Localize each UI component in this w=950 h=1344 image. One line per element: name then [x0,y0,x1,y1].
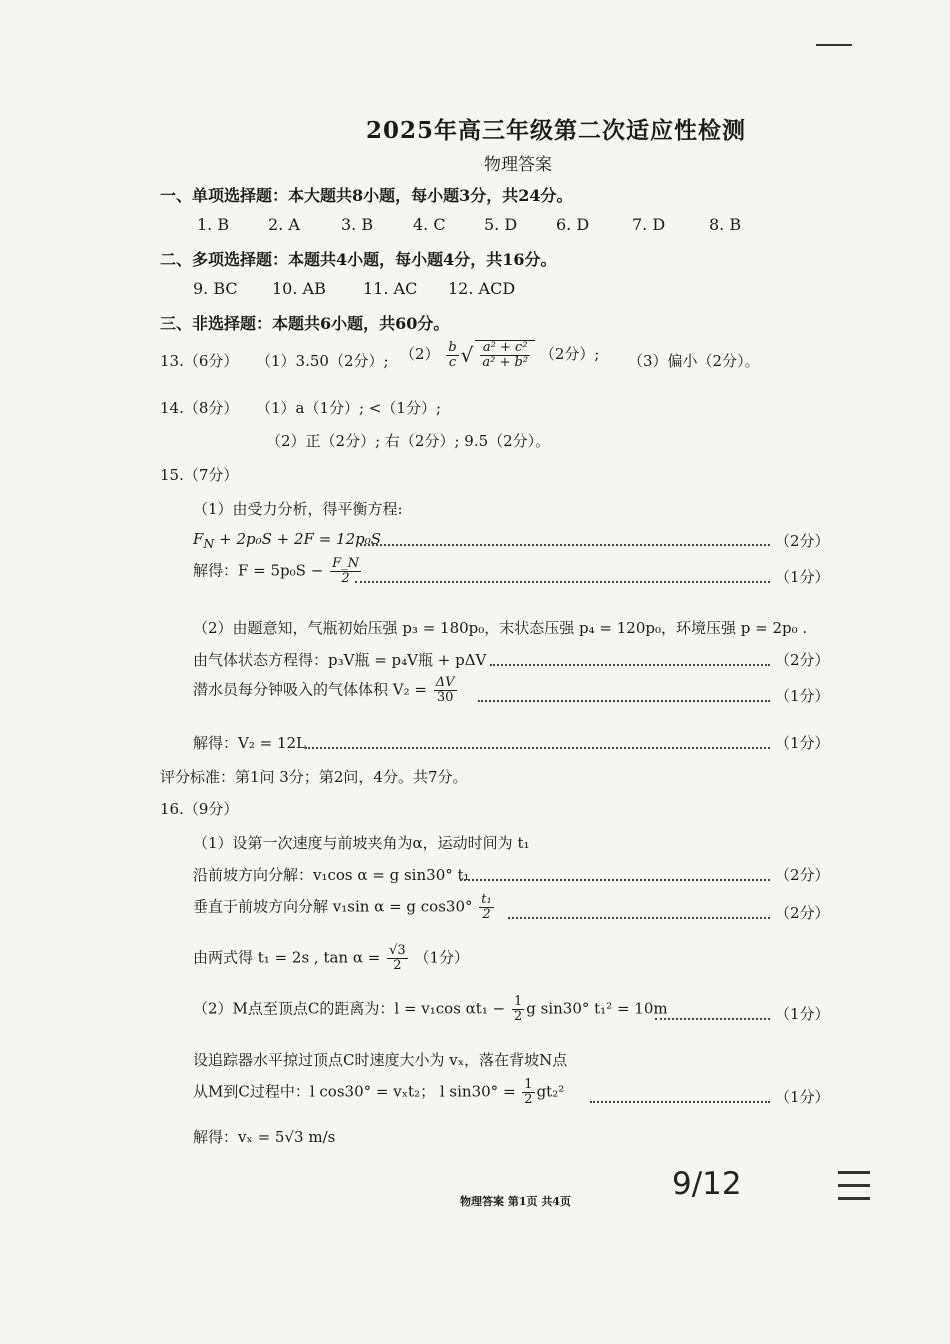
q16-line7-score: （1分） [775,1088,830,1106]
q15-line3 [193,557,363,586]
leader-dots [478,700,770,702]
q15-line6-score: （1分） [775,687,830,705]
q16-label: 16.（9分） [160,800,239,818]
q15-line3-num: F_N [332,556,359,571]
q16-line7-num: 1 [524,1077,533,1092]
q13-part3: （3）偏小（2分）。 [628,352,760,370]
page-footer: 物理答案 第1页 共4页 [460,1195,571,1208]
leader-dots [490,664,770,666]
q16-line7-fraction [522,1078,534,1107]
q16-line3-score: （2分） [775,904,830,922]
q15-line3-prefix: 解得：F = 5p₀S − [193,561,324,580]
q15-line7: 解得：V₂ = 12L [193,734,306,752]
q14-label: 14.（8分） [160,399,239,417]
q13-sqrt [475,340,535,370]
q15-line2-score: （2分） [775,532,830,550]
q16-line7-den: 2 [524,1092,533,1107]
q15-line6-den: 30 [436,690,454,705]
q15-label: 15.（7分） [160,466,239,484]
q15-line3-score: （1分） [775,568,830,586]
q15-line1: （1）由受力分析，得平衡方程: [193,500,403,518]
leader-dots [590,1101,770,1103]
q13-part1: （1）3.50（2分）; [256,352,389,370]
answer-1: 1. B [197,215,230,234]
q15-criteria: 评分标准：第1问 3分；第2问，4分。共7分。 [160,768,468,786]
menu-icon[interactable] [838,1171,870,1201]
q15-line2-f: F [193,530,204,548]
q15-line2-rest: + 2p₀S + 2F = 12p₀S [214,530,382,548]
answer-10: 10. AB [272,279,326,298]
q16-line7-prefix: 从M到C过程中：l cos30° = vₓt₂； l sin30° = [193,1082,516,1101]
page-counter: 9/12 [672,1166,742,1202]
q16-line5-rest: g sin30° t₁² = 10m [526,999,668,1018]
q13-frac-num: b [448,339,457,355]
q16-line3-den: 2 [482,907,491,922]
q16-line7-rest: gt₂² [536,1082,565,1101]
q15-line7-score: （1分） [775,734,830,752]
q15-line4: （2）由题意知，气瓶初始压强 p₃ = 180p₀，末状态压强 p₄ = 120p₀，环境压强 p = 2p₀ . [193,619,808,637]
answer-8: 8. B [709,215,742,234]
q16-line4 [193,944,469,973]
q16-line4-prefix: 由两式得 t₁ = 2s , tan α = [193,948,381,967]
leader-dots [460,879,770,881]
page-title: 2025年高三年级第二次适应性检测 [366,117,747,144]
q16-line2-score: （2分） [775,866,830,884]
q15-line6 [193,676,459,705]
leader-dots [508,917,770,919]
q16-line3 [193,893,496,922]
q16-line5-num: 1 [513,994,523,1009]
q16-line3-fraction [479,893,493,922]
q16-line6: 设追踪器水平掠过顶点C时速度大小为 vₓ，落在背坡N点 [193,1051,568,1069]
section3-heading: 三、非选择题：本题共6小题，共60分。 [160,314,450,333]
q14-line1: （1）a（1分）; <（1分）; [256,399,442,417]
answer-6: 6. D [556,215,590,234]
q14-line2: （2）正（2分）; 右（2分）; 9.5（2分）。 [266,432,551,450]
q16-line4-score: （1分） [414,948,469,967]
sqrt-symbol: √ [460,343,474,367]
answer-4: 4. C [413,215,446,234]
answer-12: 12. ACD [448,279,516,298]
q15-line2 [193,530,381,551]
leader-dots [305,747,770,749]
q15-line6-num: ΔV [435,675,455,690]
top-dash-mark [816,44,852,46]
q16-line5-prefix: （2）M点至顶点C的距离为：l = v₁cos αt₁ − [193,999,506,1018]
answer-2: 2. A [268,215,300,234]
section1-heading: 一、单项选择题：本大题共8小题，每小题3分，共24分。 [160,186,573,205]
page-subtitle: 物理答案 [484,155,552,175]
answer-7: 7. D [632,215,666,234]
q16-line2: 沿前坡方向分解：v₁cos α = g sin30° t₁ [193,866,470,884]
q16-line5 [193,995,668,1024]
q16-line7 [193,1078,564,1107]
q16-line3-prefix: 垂直于前坡方向分解 v₁sin α = g cos30° [193,897,473,916]
q15-line2-sub: N [203,536,215,551]
q13-label: 13.（6分） [160,352,239,370]
q13-frac-den: c [448,354,457,370]
q13-part2-score: （2分）; [539,345,600,363]
q16-line5-den: 2 [513,1009,523,1024]
q16-line4-den: 2 [393,958,402,973]
q13-sqrt-den: a² + b² [482,355,529,370]
leader-dots [360,544,770,546]
q15-line5: 由气体状态方程得：p₃V瓶 = p₄V瓶 + pΔV [193,651,487,669]
q15-line6-prefix: 潜水员每分钟吸入的气体体积 V₂ = [193,680,427,699]
q16-line4-num: √3 [389,943,406,958]
q16-line3-num: t₁ [481,892,492,907]
leader-dots [655,1018,770,1020]
q15-line6-fraction [434,676,457,705]
q16-line1: （1）设第一次速度与前坡夹角为α，运动时间为 t₁ [193,834,530,852]
q13-fraction [446,341,458,370]
q13-part2 [400,340,599,370]
q16-line5-score: （1分） [775,1005,830,1023]
answer-9: 9. BC [193,279,238,298]
q13-sqrt-num: a² + c² [480,341,530,356]
answer-3: 3. B [341,215,374,234]
answer-11: 11. AC [363,279,418,298]
section2-heading: 二、多项选择题：本题共4小题，每小题4分，共16分。 [160,250,557,269]
q15-line5-score: （2分） [775,651,830,669]
answer-5: 5. D [484,215,518,234]
q13-part2-label: （2） [400,345,440,363]
q16-line5-fraction [512,995,524,1024]
q16-line4-fraction [387,944,408,973]
q16-line8: 解得：vₓ = 5√3 m/s [193,1128,336,1146]
leader-dots [355,581,770,583]
q15-line3-den: 2 [341,571,350,586]
